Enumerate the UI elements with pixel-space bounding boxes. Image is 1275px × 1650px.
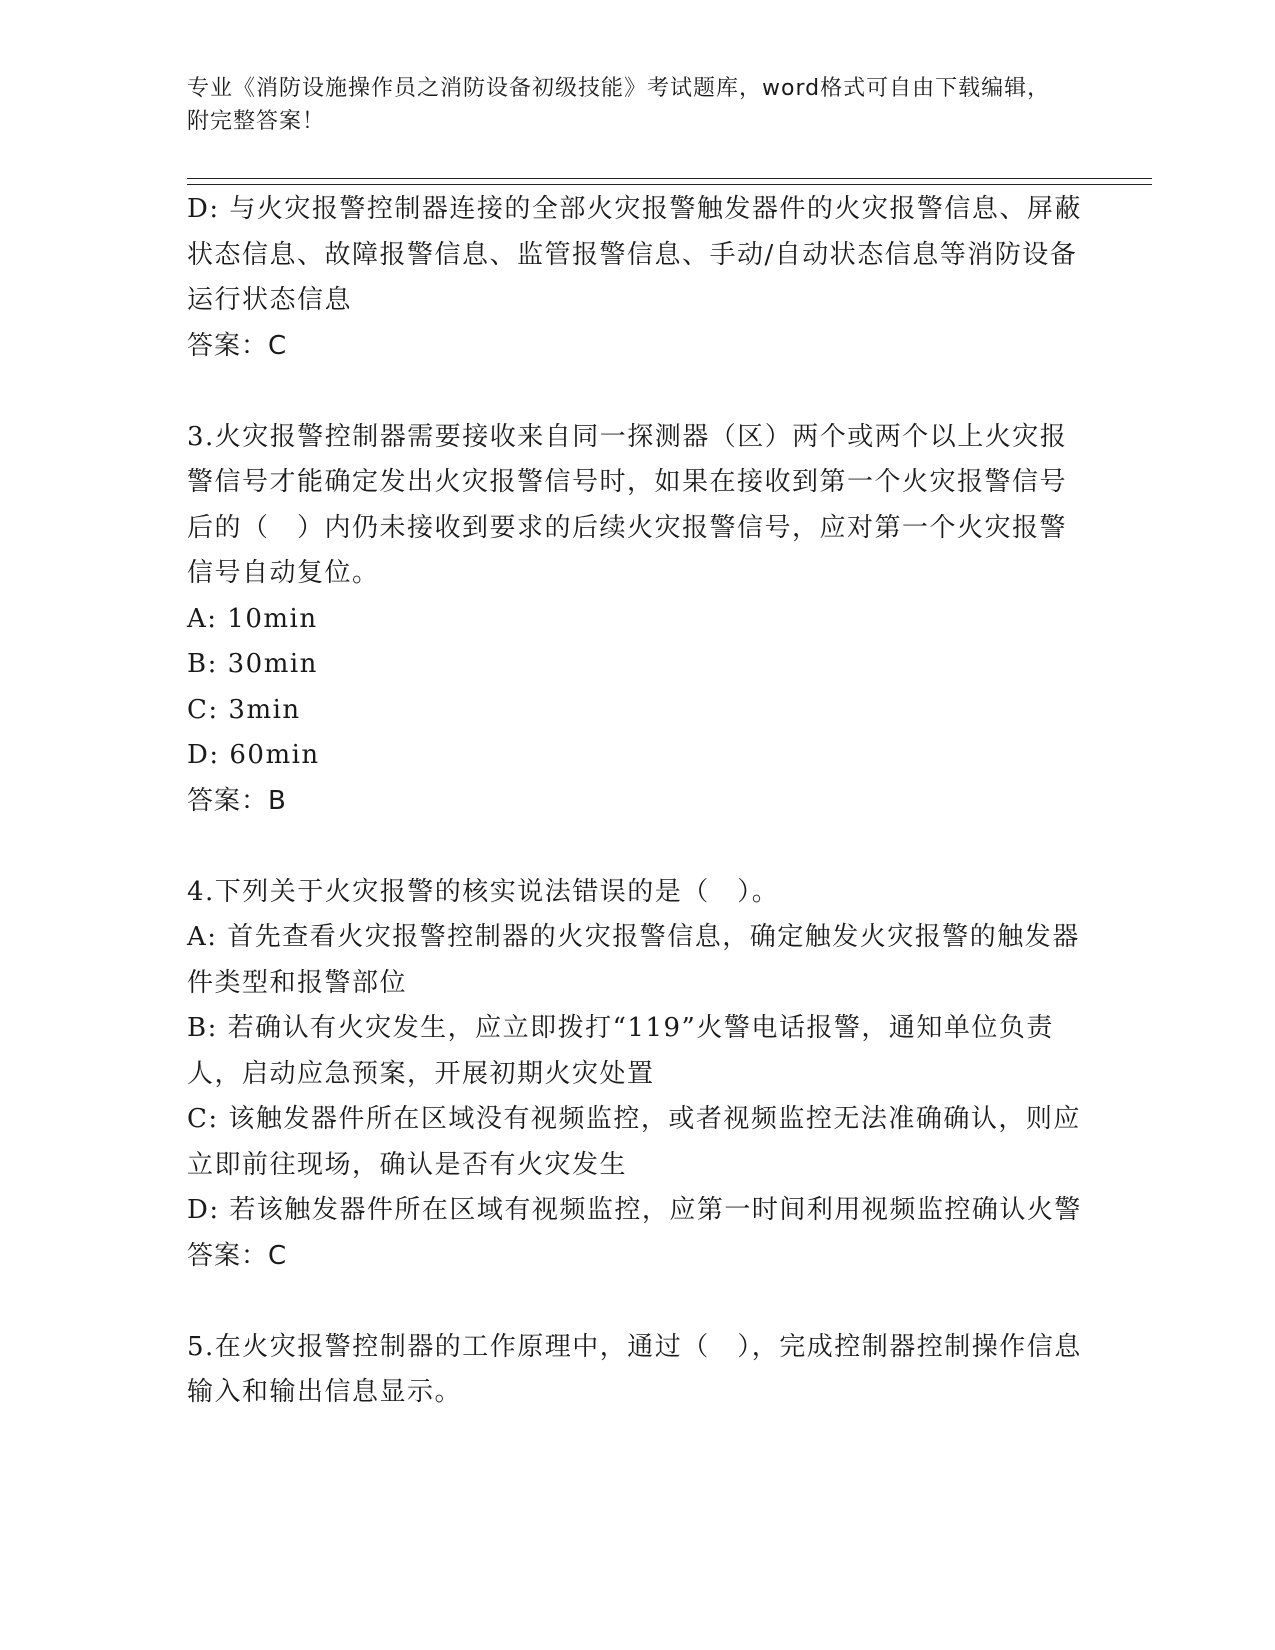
q5-stem: 5.在火灾报警控制器的工作原理中，通过（ ），完成控制器控制操作信息输入和输出信息显示。	[187, 1331, 1082, 1407]
header-divider-top	[187, 178, 1152, 179]
spacer	[187, 369, 1087, 415]
question-2-tail	[187, 187, 1087, 369]
q3-option-b: B: 30min	[187, 649, 318, 679]
q4-option-a: A: 首先查看火灾报警控制器的火灾报警信息，确定触发火灾报警的触发器件类型和报警部位	[187, 922, 1080, 998]
question-5	[187, 1325, 1087, 1416]
q2-option-d: D: 与火灾报警控制器连接的全部火灾报警触发器件的火灾报警信息、屏蔽状态信息、故障报警信息、监管报警信息、手动/自动状态信息等消防设备运行状态信息	[187, 194, 1082, 315]
q4-option-b: B: 若确认有火灾发生，应立即拨打“119”火警电话报警，通知单位负责人，启动应急预案，开展初期火灾处置	[187, 1013, 1054, 1089]
q3-option-d: D: 60min	[187, 740, 320, 770]
q4-answer: 答案：C	[187, 1240, 288, 1271]
q4-option-d: D: 若该触发器件所在区域有视频监控，应第一时间利用视频监控确认火警	[187, 1195, 1082, 1225]
spacer	[187, 1279, 1087, 1325]
q3-option-c: C: 3min	[187, 694, 301, 725]
question-3	[187, 415, 1087, 825]
q3-answer: 答案：B	[187, 785, 287, 816]
q4-option-c: C: 该触发器件所在区域没有视频监控，或者视频监控无法准确确认，则应立即前往现场，确认是否有火灾发生	[187, 1104, 1081, 1180]
q3-stem: 3.火灾报警控制器需要接收来自同一探测器（区）两个或两个以上火灾报警信号才能确定发出火灾报警信号时，如果在接收到第一个火灾报警信号后的（ ）内仍未接收到要求的后续火灾报警信号，应对第一个火灾报警信号自动复位。	[187, 421, 1068, 588]
question-4	[187, 870, 1087, 1280]
spacer	[187, 824, 1087, 870]
question-content	[187, 187, 1087, 1416]
q4-stem: 4.下列关于火灾报警的核实说法错误的是（ ）。	[187, 876, 780, 907]
document-header: 专业《消防设施操作员之消防设备初级技能》考试题库，word格式可自由下载编辑，附完整答案！	[187, 76, 1051, 134]
q3-option-a: A: 10min	[187, 603, 318, 634]
header-divider-bottom	[187, 184, 1152, 185]
q2-answer: 答案：C	[187, 330, 288, 361]
